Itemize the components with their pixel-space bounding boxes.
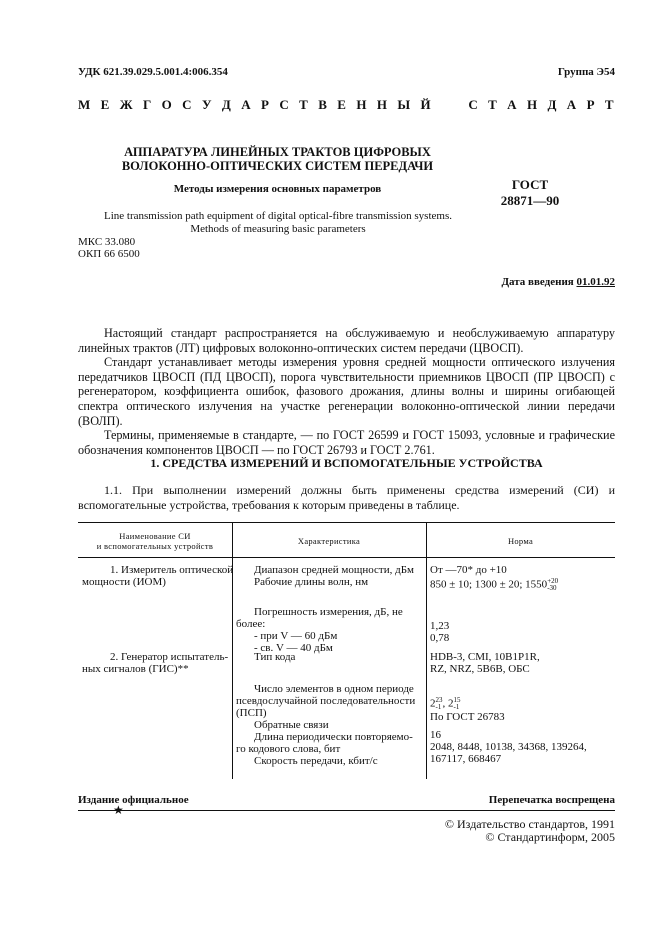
document-title [100, 145, 455, 173]
title-line-2: ВОЛОКОННО-ОПТИЧЕСКИХ СИСТЕМ ПЕРЕДАЧИ [121, 159, 434, 173]
banner-letter: Р [586, 97, 595, 112]
banner-letter: Р [261, 97, 269, 112]
udk-code: УДК 621.39.029.5.001.4:006.354 [78, 66, 228, 78]
row1-char-range: Диапазон средней мощности, дБм [254, 564, 414, 576]
header-col-name [78, 531, 232, 551]
banner-letter: С [468, 97, 478, 112]
row2-char-speed: Скорость передачи, кбит/с [254, 755, 378, 767]
header-col-characteristic: Характеристика [297, 536, 361, 546]
row2-norm [430, 651, 614, 765]
gost-number: 28871—90 [500, 193, 560, 208]
official-edition-label: Издание официальное [78, 794, 189, 806]
row1-characteristic [236, 564, 422, 654]
row2-char-psp-2: псевдослучайной последовательности [236, 695, 416, 707]
row2-norm-length: 16 [430, 729, 441, 741]
row2-name-line-1: 2. Генератор испытатель- [110, 651, 229, 663]
row2-norm-psp-b-upper: 15 [453, 696, 461, 704]
row2-norm-psp-a-lower: -1 [435, 703, 442, 711]
banner-letter: Г [142, 97, 152, 112]
row1-char-wave: Рабочие длины волн, нм [254, 576, 369, 588]
row1-norm-wave-lower: -30 [547, 584, 557, 592]
banner-letter: Е [100, 97, 110, 112]
banner-letter: В [318, 97, 327, 112]
banner-letter: С [182, 97, 192, 112]
row1-char-err-1: Погрешность измерения, дБ, не [254, 606, 403, 618]
paragraph-methods: Стандарт устанавливает методы измерения уровня средней мощности оптического излучения передатчиков ЦВОСП (ПД ЦВОСП), порога чувствительности приемников ЦВОСП (ПР ЦВОСП) с регенератором, коэффициента ошибок, фазового дрожания, длины волны и ширины огибающей спектра оптического излучения на участке регенерации волоконно-оптической линии передачи (ВОЛП). [78, 355, 615, 428]
row2-char-code: Тип кода [254, 651, 296, 663]
mks-code: МКС 33.080 [78, 236, 136, 248]
table-top-border [78, 522, 615, 523]
banner-letter: Т [299, 97, 308, 112]
date-value: 01.01.92 [576, 276, 615, 288]
banner-letter: А [566, 97, 577, 112]
row1-norm-wave [430, 578, 614, 592]
banner-letter: С [279, 97, 289, 112]
row1-norm-wave-value: 850 ± 10; 1300 ± 20; 1550 [430, 578, 548, 591]
paragraph-scope: Настоящий стандарт распространяется на обслуживаемую и необслуживаемую аппаратуру линейных трактов (ЛТ) цифровых волоконно-оптических систем передачи (ЦВОСП). [78, 326, 615, 355]
row2-norm-feedback: По ГОСТ 26783 [430, 711, 505, 723]
english-title [78, 210, 478, 236]
banner-letter: А [507, 97, 517, 112]
row2-norm-code-1: HDB-3, CMI, 10B1P1R, [430, 651, 540, 663]
row2-norm-psp [430, 697, 614, 711]
footer-rule [78, 810, 615, 811]
row2-norm-code-2: RZ, NRZ, 5B6B, ОБС [430, 663, 530, 675]
banner-letter: М [78, 97, 91, 112]
banner-letter: У [201, 97, 212, 112]
row2-char-psp-1: Число элементов в одном периоде [254, 683, 414, 695]
row2-name [82, 651, 228, 675]
row1-norm-err-1: 1,23 [430, 620, 450, 632]
gost-label: ГОСТ [511, 177, 549, 192]
header-col-norm: Норма [507, 536, 534, 546]
banner-letter: Е [337, 97, 346, 112]
english-title-line-1: Line transmission path equipment of digital optical-fibre transmission systems. [104, 210, 452, 222]
copyright-block [445, 818, 615, 844]
banner-letter: Д [547, 97, 557, 112]
reprint-prohibited-label: Перепечатка воспрещена [488, 794, 615, 806]
row1-char-err-2: более: [236, 618, 266, 630]
row2-char-len-2: го кодового слова, бит [236, 743, 341, 755]
classification-codes [78, 236, 140, 260]
section-heading: 1. СРЕДСТВА ИЗМЕРЕНИЙ И ВСПОМОГАТЕЛЬНЫЕ УСТРОЙСТВА [150, 456, 543, 470]
banner-letter [441, 97, 444, 113]
paragraph-terms: Термины, применяемые в стандарте, — по ГОСТ 26599 и ГОСТ 15093, условные и графические обозначения компонентов ЦВОСП — по ГОСТ 26793 и ГОСТ 2.761. [78, 428, 615, 457]
banner-letter: Н [376, 97, 387, 112]
date-label: Дата введения [501, 276, 574, 288]
row2-char-psp-3: (ПСП) [236, 707, 267, 719]
row1-name [82, 564, 234, 588]
row2-norm-psp-base-a: 2 [430, 697, 436, 710]
row2-char-len-1: Длина периодически повторяемо- [254, 731, 413, 743]
banner-letter: Т [604, 97, 614, 112]
banner-letter: Т [488, 97, 497, 112]
document-subtitle: Методы измерения основных параметров [173, 183, 382, 195]
column-divider-1 [232, 557, 233, 779]
header-col-name-line-2: и вспомогательных устройств [96, 541, 214, 551]
row1-name-line-2: мощности (ИОМ) [82, 576, 166, 588]
row1-char-err-3: - при V — 60 дБм [254, 630, 338, 642]
row1-name-line-1: 1. Измеритель оптической [110, 564, 234, 576]
section-intro: 1.1. При выполнении измерений должны быть применены средства измерений (СИ) и вспомогательные устройства, требования к которым приведены в таблице. [78, 483, 615, 512]
row1-norm [430, 564, 614, 644]
header-col-name-line-1: Наименование СИ [119, 531, 191, 541]
banner-letter: Й [420, 97, 431, 112]
body-text [78, 326, 615, 457]
banner-letter: О [161, 97, 172, 112]
table-header-border [78, 557, 615, 558]
row2-char-feedback: Обратные связи [254, 719, 329, 731]
english-title-line-2: Methods of measuring basic parameters [190, 223, 366, 235]
row1-norm-range: От —70* до +10 [430, 564, 507, 576]
copyright-line-2: © Стандартинформ, 2005 [485, 830, 615, 844]
row1-char-err-4: - св. V — 40 дБм [254, 642, 333, 654]
group-code: Группа Э54 [557, 66, 615, 78]
banner-letter: Н [526, 97, 538, 112]
gost-block [490, 177, 570, 209]
row1-norm-wave-upper: +20 [547, 577, 559, 585]
banner-letter: Ж [119, 97, 133, 112]
introduction-date [501, 276, 615, 288]
row2-norm-psp-b-lower: -1 [453, 703, 460, 711]
interstate-standard-banner [78, 97, 614, 113]
banner-letter [455, 97, 458, 113]
okp-code: ОКП 66 6500 [78, 248, 140, 260]
banner-letter: Ы [397, 97, 411, 112]
row2-norm-psp-sep: , 2 [442, 697, 454, 710]
row2-name-line-2: ных сигналов (ГИС)** [82, 663, 189, 675]
column-divider-2 [426, 557, 427, 779]
banner-letter: Д [221, 97, 231, 112]
row2-norm-speed-2: 167117, 668467 [430, 753, 502, 765]
row2-characteristic [236, 651, 422, 767]
row2-norm-speed-1: 2048, 8448, 10138, 34368, 139264, [430, 741, 587, 753]
star-icon: ★ [113, 803, 124, 817]
banner-letter: А [241, 97, 251, 112]
copyright-line-1: © Издательство стандартов, 1991 [444, 817, 615, 831]
title-line-1: АППАРАТУРА ЛИНЕЙНЫХ ТРАКТОВ ЦИФРОВЫХ [124, 145, 431, 159]
row2-norm-psp-a-upper: 23 [435, 696, 443, 704]
banner-letter: Н [356, 97, 367, 112]
row1-norm-err-2: 0,78 [430, 632, 450, 644]
